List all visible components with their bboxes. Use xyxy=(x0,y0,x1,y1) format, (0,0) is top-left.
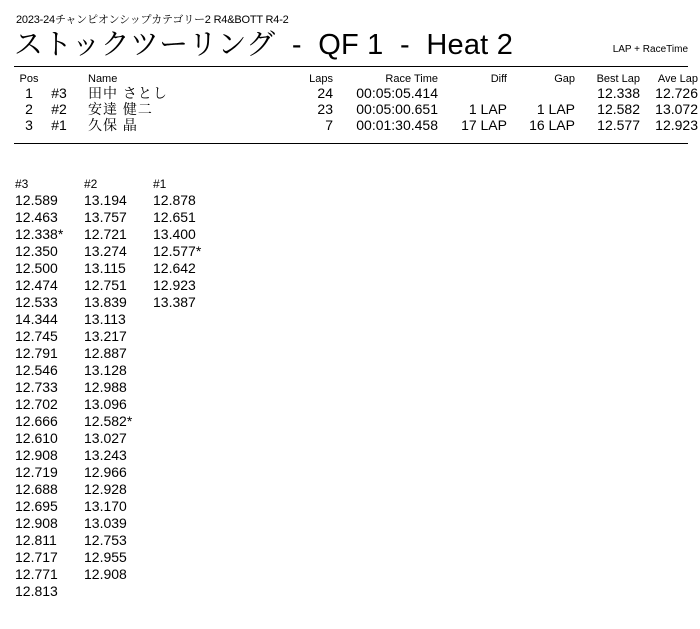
cell-gap: 1 LAP xyxy=(536,101,575,117)
lap-time: 13.170 xyxy=(84,498,127,514)
lap-time: 12.928 xyxy=(84,481,127,497)
lap-time: 12.733 xyxy=(15,379,58,395)
lap-time: 12.791 xyxy=(15,345,58,361)
report-subtitle: 2023-24チャンピオンシップカテゴリー2 R4&BOTT R4-2 xyxy=(16,14,289,26)
cell-laps: 7 xyxy=(325,117,333,133)
lap-time: 13.217 xyxy=(84,328,127,344)
lap-time: 13.243 xyxy=(84,447,127,463)
cell-best-lap: 12.577 xyxy=(597,117,640,133)
lap-time: 12.923 xyxy=(153,277,196,293)
lap-time: 12.717 xyxy=(15,549,58,565)
results-header-row xyxy=(14,70,698,85)
table-row xyxy=(14,85,698,101)
lap-time: 12.745 xyxy=(15,328,58,344)
lap-time: 12.878 xyxy=(153,192,196,208)
cell-pos: 3 xyxy=(25,117,33,133)
cell-name: 田中 さとし xyxy=(88,85,168,101)
lap-time: 12.908 xyxy=(84,566,127,582)
lap-time: 12.589 xyxy=(15,192,58,208)
lap-time: 13.128 xyxy=(84,362,127,378)
cell-diff: 17 LAP xyxy=(461,117,507,133)
cell-diff xyxy=(438,85,507,101)
table-row xyxy=(14,117,698,133)
lap-time: 12.811 xyxy=(15,532,57,548)
col-header-ave-lap: Ave Lap xyxy=(657,73,698,85)
lap-time: 13.194 xyxy=(84,192,127,208)
cell-best-lap: 12.582 xyxy=(597,101,640,117)
lap-time: 12.966 xyxy=(84,464,127,480)
lap-column xyxy=(84,176,153,600)
cell-gap xyxy=(507,85,575,101)
lap-time: 13.274 xyxy=(84,243,127,259)
lap-time: 12.887 xyxy=(84,345,127,361)
lap-time: 12.666 xyxy=(15,413,58,429)
lap-time: 12.577* xyxy=(153,243,202,259)
lap-time: 13.113 xyxy=(84,311,126,327)
cell-ave-lap: 13.072 xyxy=(655,101,698,117)
lap-column-header: #2 xyxy=(84,177,98,191)
lap-column-header: #3 xyxy=(15,177,29,191)
lap-time: 13.757 xyxy=(84,209,127,225)
col-header-name: Name xyxy=(88,73,118,85)
lap-time: 12.500 xyxy=(15,260,58,276)
lap-time: 13.400 xyxy=(153,226,196,242)
cell-gap: 16 LAP xyxy=(529,117,575,133)
cell-race-time: 00:01:30.458 xyxy=(356,117,438,133)
cell-race-time: 00:05:00.651 xyxy=(356,101,438,117)
lap-time: 12.546 xyxy=(15,362,58,378)
lap-time: 12.338* xyxy=(15,226,64,242)
lap-time: 12.721 xyxy=(84,226,127,242)
lap-column xyxy=(153,176,222,600)
lap-time: 12.955 xyxy=(84,549,127,565)
col-header-pos: Pos xyxy=(19,73,39,85)
lap-time: 12.610 xyxy=(15,430,58,446)
lap-time: 12.702 xyxy=(15,396,58,412)
cell-diff: 1 LAP xyxy=(468,101,507,117)
lap-time: 12.908 xyxy=(15,515,58,531)
col-header-race-time: Race Time xyxy=(385,73,438,85)
cell-name: 久保 晶 xyxy=(88,117,138,133)
cell-laps: 23 xyxy=(317,101,333,117)
table-row xyxy=(14,101,698,117)
lap-column xyxy=(15,176,84,600)
cell-ave-lap: 12.923 xyxy=(655,117,698,133)
report-type-label: LAP + RaceTime xyxy=(612,44,688,55)
lap-column-header: #1 xyxy=(153,177,167,191)
lap-time: 12.642 xyxy=(153,260,196,276)
table-bottom-rule xyxy=(14,143,688,144)
col-header-gap: Gap xyxy=(554,73,575,85)
page-title: ストックツーリング - QF 1 - Heat 2 xyxy=(14,29,514,61)
lap-time: 12.651 xyxy=(153,209,196,225)
lap-time: 12.908 xyxy=(15,447,58,463)
lap-time: 13.839 xyxy=(84,294,127,310)
lap-time: 13.387 xyxy=(153,294,196,310)
lap-time: 13.115 xyxy=(84,260,126,276)
header-rule xyxy=(14,66,688,67)
lap-time: 13.027 xyxy=(84,430,127,446)
lap-time: 12.695 xyxy=(15,498,58,514)
lap-time: 12.719 xyxy=(15,464,58,480)
cell-number: #2 xyxy=(51,101,67,117)
lap-time: 13.096 xyxy=(84,396,127,412)
col-header-number xyxy=(44,70,74,85)
lap-time: 12.813 xyxy=(15,583,58,599)
lap-time: 12.463 xyxy=(15,209,58,225)
results-table xyxy=(14,70,698,133)
lap-time: 12.988 xyxy=(84,379,127,395)
lap-time: 12.753 xyxy=(84,532,127,548)
cell-race-time: 00:05:05.414 xyxy=(356,85,438,101)
lap-time: 14.344 xyxy=(15,311,58,327)
lap-time: 12.533 xyxy=(15,294,58,310)
col-header-best-lap: Best Lap xyxy=(596,73,640,85)
lap-time: 12.688 xyxy=(15,481,58,497)
cell-laps: 24 xyxy=(317,85,333,101)
cell-ave-lap: 12.726 xyxy=(655,85,698,101)
lap-time: 12.751 xyxy=(84,277,127,293)
col-header-diff: Diff xyxy=(490,73,507,85)
col-header-laps: Laps xyxy=(309,73,333,85)
cell-best-lap: 12.338 xyxy=(597,85,640,101)
lap-time: 12.350 xyxy=(15,243,58,259)
cell-number: #3 xyxy=(51,85,67,101)
cell-pos: 2 xyxy=(25,101,33,117)
lap-time: 12.771 xyxy=(15,566,58,582)
lap-time: 12.474 xyxy=(15,277,58,293)
lap-time: 13.039 xyxy=(84,515,127,531)
cell-pos: 1 xyxy=(25,85,33,101)
lap-times-section xyxy=(15,176,222,600)
lap-time: 12.582* xyxy=(84,413,133,429)
cell-name: 安達 健二 xyxy=(88,101,153,117)
cell-number: #1 xyxy=(51,117,67,133)
